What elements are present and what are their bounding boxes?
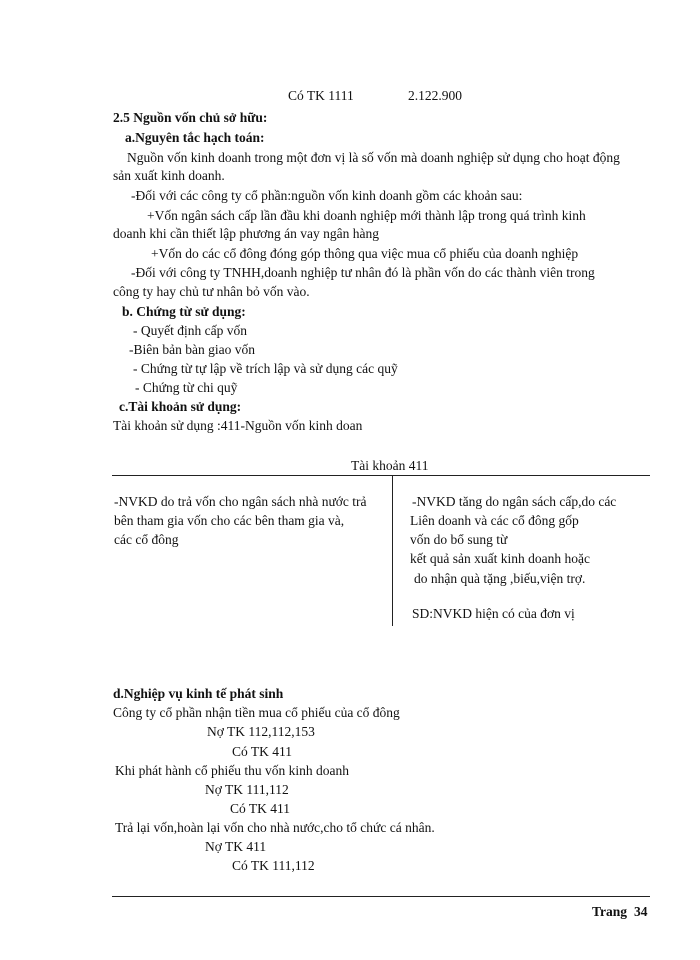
t-account-debit-line: bên tham gia vốn cho các bên tham gia và,	[114, 513, 345, 528]
entry-description: Công ty cổ phần nhận tiền mua cổ phiếu của cổ đông	[113, 705, 400, 720]
entry-description: Trả lại vốn,hoàn lại vốn cho nhà nước,cho tổ chức cá nhân.	[115, 820, 435, 835]
t-account-balance: SD:NVKD hiện có của đơn vị	[412, 606, 575, 621]
t-account-credit-line: do nhận quà tặng ,biếu,viện trợ.	[414, 571, 586, 586]
t-account-credit-line: -NVKD tăng do ngân sách cấp,do các	[412, 494, 617, 509]
entry-credit: Có TK 111,112	[232, 858, 315, 873]
entry-debit: Nợ TK 411	[205, 839, 267, 854]
footer-page-label: Trang	[592, 904, 628, 919]
principle-line: -Đối với các công ty cổ phần:nguồn vốn kinh doanh gồm các khoản sau:	[131, 188, 523, 203]
document-list-item: - Quyết định cấp vốn	[133, 323, 247, 338]
document-list-item: -Biên bản bàn giao vốn	[129, 342, 255, 357]
t-account-credit-line: kết quả sản xuất kinh doanh hoặc	[410, 551, 590, 566]
top-credit-label: Có TK 1111	[288, 88, 354, 103]
subsection-c-title: c.Tài khoản sử dụng:	[119, 399, 242, 414]
principle-line: +Vốn do các cổ đông đóng góp thông qua việc mua cổ phiếu của doanh nghiệp	[151, 246, 579, 261]
t-account-horizontal-rule	[112, 475, 650, 476]
subsection-d-title: d.Nghiệp vụ kinh tế phát sinh	[113, 686, 284, 701]
footer-page-number: 34	[634, 904, 648, 919]
t-account-debit-line: -NVKD do trả vốn cho ngân sách nhà nước trả	[114, 494, 367, 509]
t-account-title: Tài khoản 411	[351, 458, 429, 473]
principle-line: sản xuất kinh doanh.	[113, 168, 225, 183]
entry-debit: Nợ TK 112,112,153	[207, 724, 315, 739]
account-used-text: Tài khoản sử dụng :411-Nguồn vốn kinh doan	[113, 418, 363, 433]
t-account-credit-line: Liên doanh và các cổ đông gốp	[410, 513, 579, 528]
section-title: 2.5 Nguồn vốn chủ sở hữu:	[113, 110, 268, 125]
t-account-vertical-rule	[392, 476, 393, 626]
principle-line: doanh khi cần thiết lập phương án vay ngân hàng	[113, 226, 380, 241]
top-credit-amount: 2.122.900	[408, 88, 462, 103]
subsection-a-title: a.Nguyên tắc hạch toán:	[125, 130, 265, 145]
document-list-item: - Chứng từ tự lập về trích lập và sử dụng các quỹ	[133, 361, 398, 376]
principle-line: công ty hay chủ tư nhân bỏ vốn vào.	[113, 284, 310, 299]
principle-line: Nguồn vốn kinh doanh trong một đơn vị là số vốn mà doanh nghiệp sử dụng cho hoạt động	[127, 150, 620, 165]
t-account-debit-line: các cổ đông	[114, 532, 179, 547]
principle-line: +Vốn ngân sách cấp lần đầu khi doanh nghiệp mới thành lập trong quá trình kinh	[147, 208, 586, 223]
subsection-b-title: b. Chứng từ sử dụng:	[122, 304, 246, 319]
entry-debit: Nợ TK 111,112	[205, 782, 289, 797]
entry-credit: Có TK 411	[232, 744, 293, 759]
principle-line: -Đối với công ty TNHH,doanh nghiệp tư nhân đó là phần vốn do các thành viên trong	[131, 265, 595, 280]
document-list-item: - Chứng từ chi quỹ	[135, 380, 238, 395]
entry-description: Khi phát hành cổ phiếu thu vốn kinh doanh	[115, 763, 349, 778]
footer-rule	[112, 896, 650, 897]
t-account-credit-line: vốn do bổ sung từ	[410, 532, 508, 547]
entry-credit: Có TK 411	[230, 801, 291, 816]
